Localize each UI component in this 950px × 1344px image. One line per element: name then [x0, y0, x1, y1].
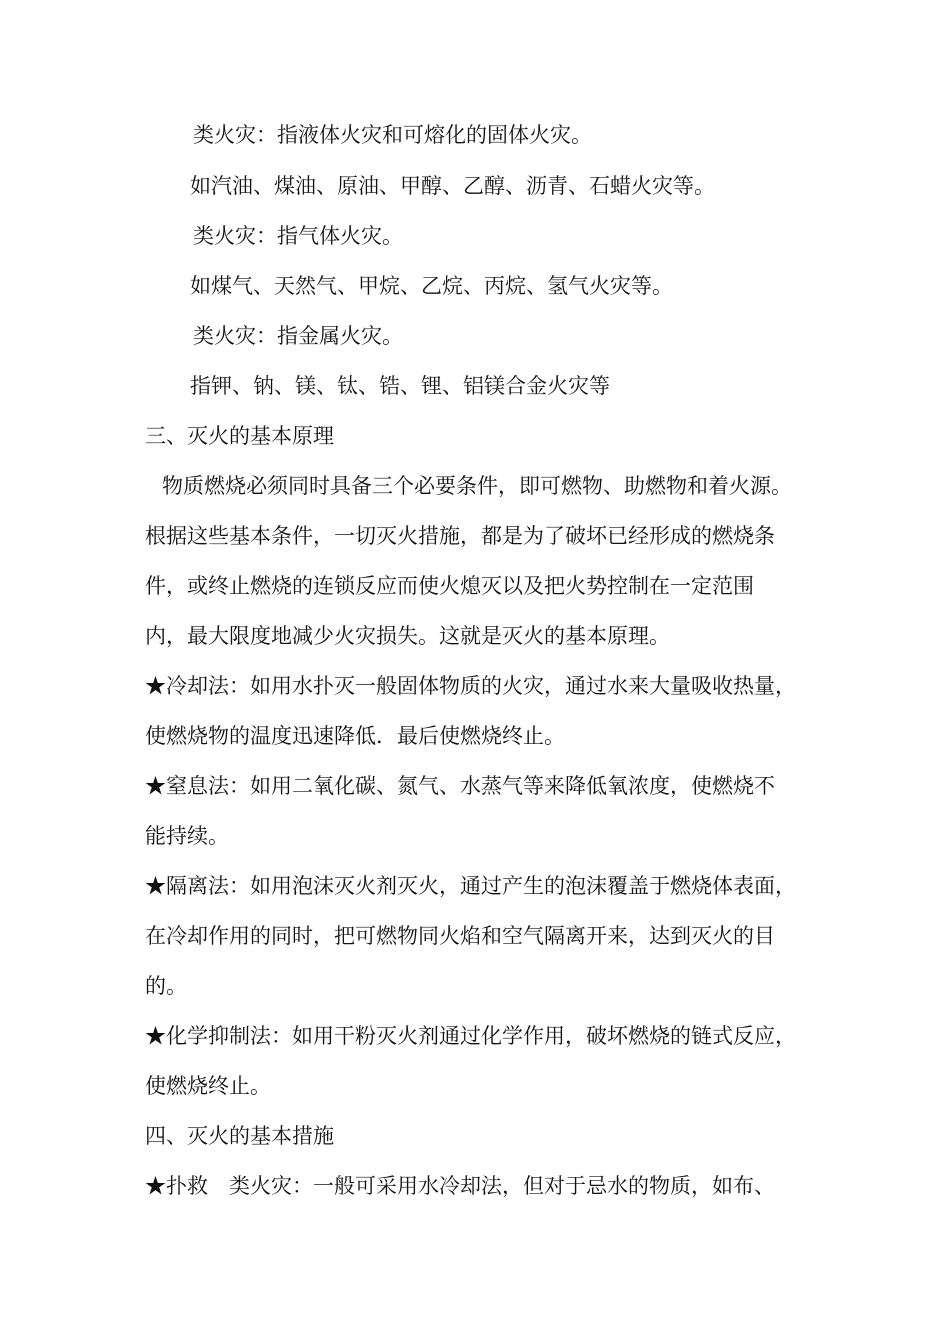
text-line: ★冷却法：如用水扑灭一般固体物质的火灾，通过水来大量吸收热量，: [145, 674, 796, 698]
text-line: ★化学抑制法：如用干粉灭火剂通过化学作用，破坏燃烧的链式反应，: [145, 1024, 796, 1048]
text-line: 如汽油、煤油、原油、甲醇、乙醇、沥青、石蜡火灾等。: [190, 174, 715, 198]
text-line: 如煤气、天然气、甲烷、乙烷、丙烷、氢气火灾等。: [190, 274, 673, 298]
text-line: 使燃烧终止。: [145, 1074, 271, 1098]
text-line: 物质燃烧必须同时具备三个必要条件，即可燃物、助燃物和着火源。: [162, 474, 792, 498]
text-line: ★隔离法：如用泡沫灭火剂灭火，通过产生的泡沫覆盖于燃烧体表面，: [145, 874, 796, 898]
section-heading: 四、灭火的基本措施: [145, 1124, 334, 1148]
text-line: ★扑救 类火灾：一般可采用水冷却法，但对于忌水的物质，如布、: [145, 1174, 775, 1198]
text-line: 类火灾：指气体火灾。: [193, 224, 403, 248]
text-line: 内，最大限度地减少火灾损失。这就是灭火的基本原理。: [145, 624, 670, 648]
text-line: 使燃烧物的温度迅速降低．最后使燃烧终止。: [145, 724, 565, 748]
text-line: 类火灾：指液体火灾和可熔化的固体火灾。: [193, 123, 592, 147]
text-line: 在冷却作用的同时，把可燃物同火焰和空气隔离开来，达到灭火的目: [145, 924, 775, 948]
text-line: 类火灾：指金属火灾。: [193, 324, 403, 348]
text-line: 件，或终止燃烧的连锁反应而使火熄灭以及把火势控制在一定范围: [145, 574, 754, 598]
text-line: 指钾、钠、镁、钛、锆、锂、铝镁合金火灾等: [190, 374, 610, 398]
section-heading: 三、灭火的基本原理: [145, 424, 334, 448]
text-line: 根据这些基本条件，一切灭火措施，都是为了破坏已经形成的燃烧条: [145, 524, 775, 548]
text-line: ★窒息法：如用二氧化碳、氮气、水蒸气等来降低氧浓度，使燃烧不: [145, 774, 775, 798]
text-line: 的。: [145, 974, 187, 998]
text-line: 能持续。: [145, 824, 229, 848]
